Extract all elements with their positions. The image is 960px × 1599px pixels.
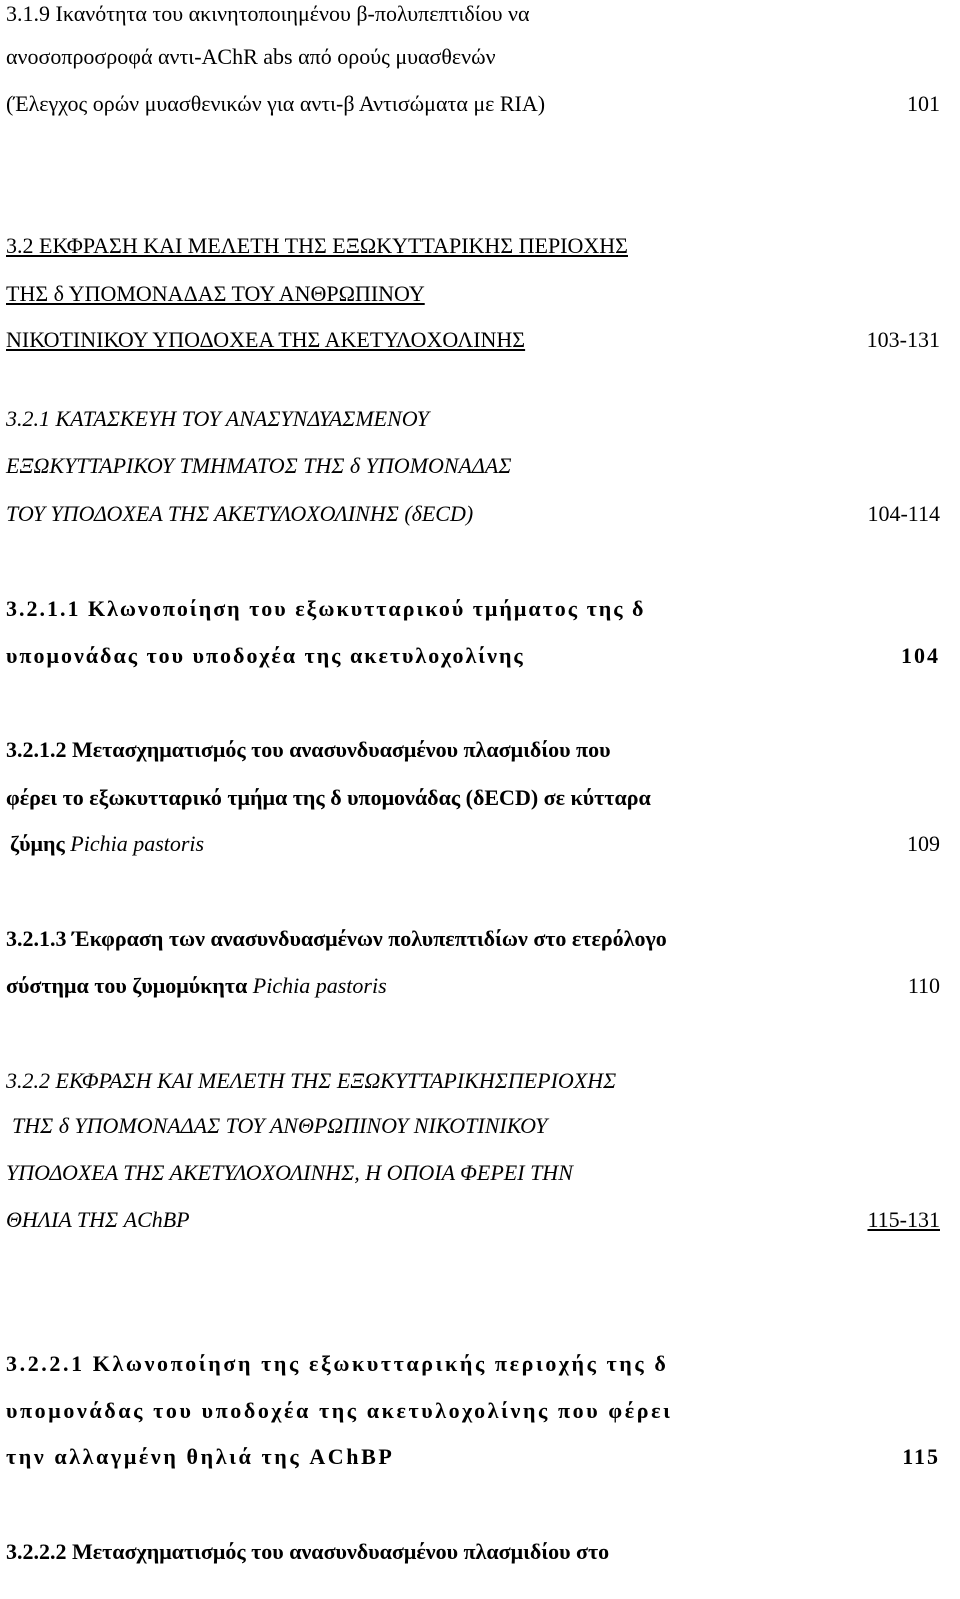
- toc-text: 3.2.1.1 Κλωνοποίηση του εξωκυτταρικού τμήματος της δ: [6, 596, 646, 621]
- toc-entry-3-2-1-2-line-1: [6, 736, 940, 764]
- page-number: 104: [901, 643, 940, 668]
- toc-entry-3-2-2-1-line-3: [6, 1443, 940, 1471]
- toc-entry-3-2-2-1-line-2: [6, 1397, 940, 1425]
- toc-heading: 3.2.2 ΕΚΦΡΑΣΗ ΚΑΙ ΜΕΛΕΤΗ ΤΗΣ ΕΞΩΚΥΤΤΑΡΙΚΗΣΠΕΡΙΟΧΗΣ: [6, 1068, 617, 1093]
- toc-entry-3-2-1-2-line-2: [6, 784, 940, 812]
- toc-text: 3.2.2.1 Κλωνοποίηση της εξωκυτταρικής περιοχής της δ: [6, 1351, 669, 1376]
- toc-entry-3-2-2-line-4: [6, 1206, 940, 1234]
- species-name: Pichia pastoris: [252, 973, 387, 998]
- toc-heading: 3.2.1 ΚΑΤΑΣΚΕΥΗ ΤΟΥ ΑΝΑΣΥΝΔΥΑΣΜΕΝΟΥ: [6, 406, 430, 431]
- toc-entry-3-2-line-2: [6, 280, 940, 308]
- toc-text-part: σύστημα του ζυμομύκητα: [6, 973, 253, 998]
- toc-entry-3-1-9-line-1: [6, 0, 940, 28]
- toc-entry-3-2-1-1-line-1: [6, 595, 940, 623]
- toc-entry-3-2-1-1-line-2: [6, 642, 940, 670]
- page-number: 101: [907, 91, 940, 116]
- page-number: 104-114: [867, 501, 940, 526]
- toc-heading: ΥΠΟΔΟΧΕΑ ΤΗΣ ΑΚΕΤΥΛΟΧΟΛΙΝΗΣ, Η ΟΠΟΙΑ ΦΕΡΕΙ ΤΗΝ: [6, 1160, 573, 1185]
- page-number: 109: [907, 831, 940, 856]
- page-number: 115-131: [867, 1207, 940, 1232]
- toc-heading: ΕΞΩΚΥΤΤΑΡΙΚΟΥ ΤΜΗΜΑΤΟΣ ΤΗΣ δ ΥΠΟΜΟΝΑΔΑΣ: [6, 453, 512, 478]
- toc-text: (Έλεγχος ορών μυασθενικών για αντι-β Αντισώματα με RIA): [6, 91, 546, 116]
- toc-text: ανοσοπροσροφά αντι-AChR abs από ορούς μυασθενών: [6, 44, 496, 69]
- toc-text: 3.2.2.2 Μετασχηματισμός του ανασυνδυασμένου πλασμιδίου στο: [6, 1539, 610, 1564]
- toc-entry-3-2-2-line-2: [6, 1112, 940, 1140]
- toc-heading: ΤΗΣ δ ΥΠΟΜΟΝΑΔΑΣ ΤΟΥ ΑΝΘΡΩΠΙΝΟΥ ΝΙΚΟΤΙΝΙΚΟΥ: [12, 1113, 548, 1138]
- toc-text: υπομονάδας του υποδοχέα της ακετυλοχολίνης που φέρει: [6, 1398, 673, 1423]
- toc-entry-3-2-2-line-1: [6, 1067, 940, 1095]
- toc-text: φέρει το εξωκυτταρικό τμήμα της δ υπομονάδας (δECD) σε κύτταρα: [6, 785, 651, 810]
- toc-entry-3-2-1-3-line-1: [6, 925, 940, 953]
- toc-text: την αλλαγμένη θηλιά της AChBP: [6, 1444, 395, 1469]
- toc-text: 3.2.1.2 Μετασχηματισμός του ανασυνδυασμένου πλασμιδίου που: [6, 737, 611, 762]
- toc-heading: ΝΙΚΟΤΙΝΙΚΟΥ ΥΠΟΔΟΧΕΑ ΤΗΣ ΑΚΕΤΥΛΟΧΟΛΙΝΗΣ: [6, 327, 526, 352]
- toc-entry-3-1-9-line-2: [6, 43, 940, 71]
- toc-text: 3.1.9 Ικανότητα του ακινητοποιημένου β-πολυπεπτιδίου να: [6, 1, 530, 26]
- toc-text-part: ζύμης: [10, 831, 71, 856]
- toc-entry-3-2-1-3-line-2: [6, 972, 940, 1000]
- toc-entry-3-2-1-2-line-3: [6, 830, 940, 858]
- toc-entry-3-2-2-line-3: [6, 1159, 940, 1187]
- toc-heading: ΤΟΥ ΥΠΟΔΟΧΕΑ ΤΗΣ ΑΚΕΤΥΛΟΧΟΛΙΝΗΣ (δECD): [6, 501, 474, 526]
- toc-text: 3.2.1.3 Έκφραση των ανασυνδυασμένων πολυπεπτιδίων στο ετερόλογο: [6, 926, 667, 951]
- toc-entry-3-2-2-2-line-1: [6, 1538, 940, 1566]
- page-number: 110: [907, 973, 940, 998]
- toc-entry-3-2-line-1: [6, 232, 940, 260]
- toc-entry-3-2-line-3: [6, 326, 940, 354]
- toc-entry-3-2-2-1-line-1: [6, 1350, 940, 1378]
- toc-heading: ΘΗΛΙΑ ΤΗΣ AChBP: [6, 1207, 190, 1232]
- toc-entry-3-1-9-line-3: [6, 90, 940, 118]
- toc-heading: 3.2 ΕΚΦΡΑΣΗ ΚΑΙ ΜΕΛΕΤΗ ΤΗΣ ΕΞΩΚΥΤΤΑΡΙΚΗΣ ΠΕΡΙΟΧΗΣ: [6, 233, 628, 258]
- toc-entry-3-2-1-line-1: [6, 405, 940, 433]
- toc-text: υπομονάδας του υποδοχέα της ακετυλοχολίνης: [6, 643, 525, 668]
- toc-heading: ΤΗΣ δ ΥΠΟΜΟΝΑΔΑΣ ΤΟΥ ΑΝΘΡΩΠΙΝΟΥ: [6, 281, 425, 306]
- toc-text: [6, 972, 387, 1000]
- toc-entry-3-2-1-line-3: [6, 500, 940, 528]
- species-name: Pichia pastoris: [70, 831, 205, 856]
- page-number: 103-131: [866, 327, 940, 352]
- toc-text: [6, 830, 204, 858]
- page-number: 115: [902, 1444, 940, 1469]
- toc-entry-3-2-1-line-2: [6, 452, 940, 480]
